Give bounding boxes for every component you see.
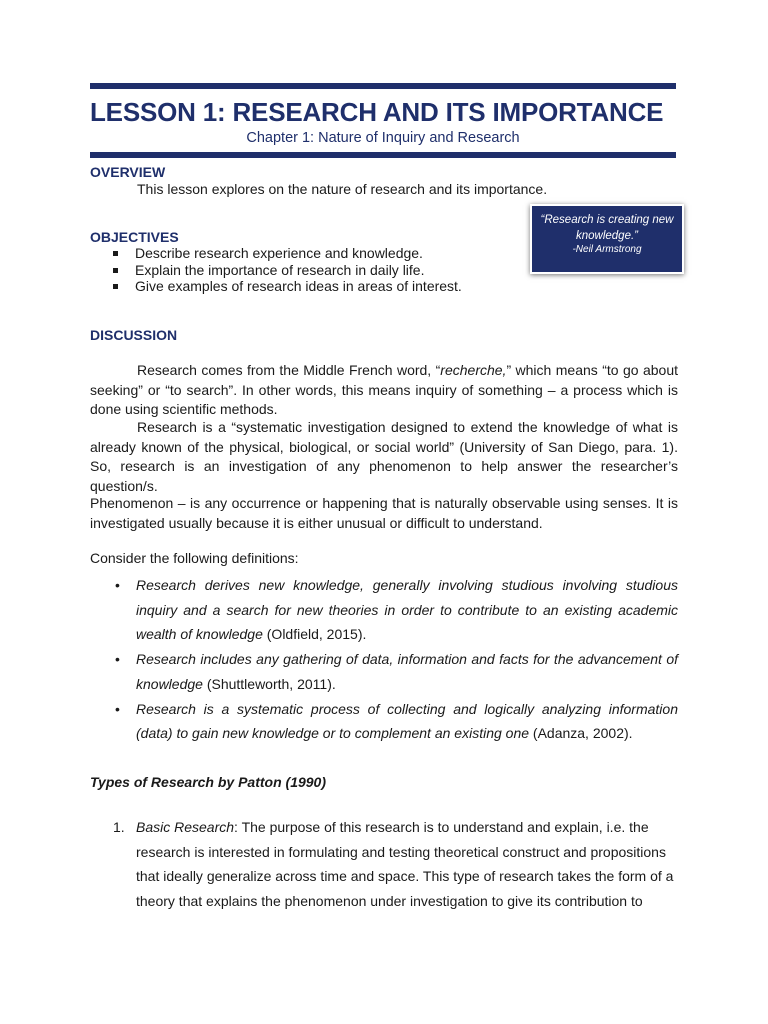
quote-box bbox=[530, 204, 684, 274]
phenomenon-paragraph: Phenomenon – is any occurrence or happening that is naturally observable using senses. It is investigated usually because it is either unusual or difficult to understand. bbox=[90, 495, 678, 531]
research-type-item bbox=[90, 815, 678, 913]
item-number: 1. bbox=[113, 819, 125, 835]
quote-line-1: “Research is creating new bbox=[540, 214, 674, 226]
objective-item: Give examples of research ideas in areas of interest. bbox=[110, 278, 462, 295]
bullet-icon: • bbox=[115, 700, 120, 717]
recherche-term: recherche, bbox=[440, 362, 507, 378]
chapter-subtitle: Chapter 1: Nature of Inquiry and Research bbox=[246, 130, 520, 146]
discussion-paragraph-2: Research is a “systematic investigation designed to extend the knowledge of what is already known of the physical, biological, or social world” (University of San Diego, para. 1). So, research is an investigation of any phenomenon to help answer the researcher’s question/s. bbox=[90, 419, 678, 494]
objective-item: Explain the importance of research in daily life. bbox=[110, 262, 462, 279]
header-bottom-rule bbox=[90, 152, 676, 158]
definition-item: • Research derives new knowledge, generally involving studious involving studious inquiry and a search for new theories in order to contribute to an existing academic wealth of knowledge (Oldfield, 2015). bbox=[90, 573, 678, 647]
square-bullet-icon bbox=[113, 251, 118, 256]
overview-text: This lesson explores on the nature of research and its importance. bbox=[137, 181, 548, 197]
overview-heading: OVERVIEW bbox=[90, 164, 166, 180]
bullet-icon: • bbox=[115, 577, 120, 593]
header-top-rule bbox=[90, 83, 676, 89]
objective-item: Describe research experience and knowledge. bbox=[110, 245, 462, 262]
research-type-text: Basic Research: The purpose of this research is to understand and explain, i.e. the research is interested in formulating and testing theoretical construct and propositions that ideally generalize across time and space. This type of research takes the form of a theory that explains the phenomenon under investigation to give its contribution to bbox=[136, 819, 674, 909]
quote-text bbox=[532, 212, 682, 244]
definition-item: • Research is a systematic process of collecting and logically analyzing information (data) to gain new knowledge or to complement an existing one (Adanza, 2002). bbox=[90, 697, 678, 746]
quote-line-2: knowledge.” bbox=[575, 230, 638, 242]
lesson-title: LESSON 1: RESEARCH AND ITS IMPORTANCE bbox=[90, 97, 664, 127]
objectives-heading: OBJECTIVES bbox=[90, 229, 179, 245]
definitions-intro: Consider the following definitions: bbox=[90, 550, 299, 566]
square-bullet-icon bbox=[113, 284, 118, 289]
square-bullet-icon bbox=[113, 268, 118, 273]
quote-author: -Neil Armstrong bbox=[572, 244, 642, 255]
objectives-list bbox=[110, 245, 462, 295]
bullet-icon: • bbox=[115, 651, 120, 667]
definition-item: • Research includes any gathering of data, information and facts for the advancement of knowledge (Shuttleworth, 2011). bbox=[90, 647, 678, 696]
discussion-paragraph-1: Research comes from the Middle French word, “recherche,” which means “to go about seeking” or “to search”. In other words, this means inquiry of something – a process which is done using scientific methods. bbox=[90, 362, 678, 417]
definitions-list bbox=[90, 573, 678, 746]
discussion-heading: DISCUSSION bbox=[90, 327, 178, 343]
research-type-label: Basic Research bbox=[136, 819, 235, 835]
types-of-research-heading: Types of Research by Patton (1990) bbox=[90, 774, 327, 790]
